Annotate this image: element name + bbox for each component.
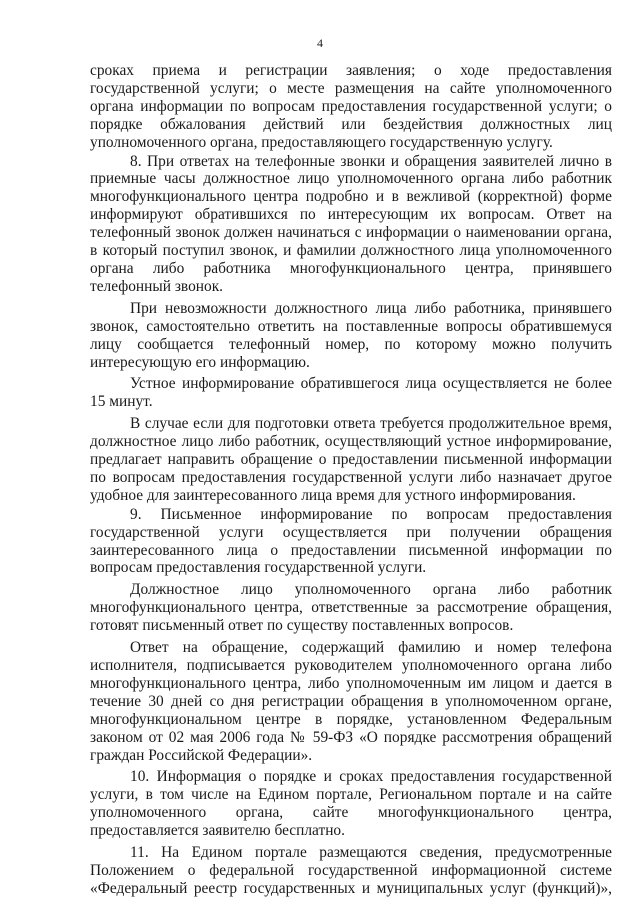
paragraph-item-8: 8. При ответах на телефонные звонки и обращения заявителей лично в приемные часы должностное лицо уполномоченного органа либо работник многофункционального центра подробно и в вежливой (корректной) форме информируют обратившихся по интересующим их вопросам. Ответ на телефонный звонок должен начинаться с информации о наименовании органа, в который поступил звонок, и фамилии должностного лица уполномоченного органа либо работника многофункционального центра, принявшего телефонный звонок. [90,152,612,295]
paragraph: Устное информирование обратившегося лица осуществляется не более 15 минут. [90,375,612,411]
paragraph: Должностное лицо уполномоченного органа либо работник многофункционального центра, ответственные за рассмотрение обращения, готовят письменный ответ по существу поставленных вопросов. [90,581,612,635]
paragraph-item-11: 11. На Едином портале размещаются сведения, предусмотренные Положением о федеральной государственной информационной системе «Федеральный реестр государственных и муниципальных услуг (функций)», [90,844,612,897]
page-number: 4 [317,36,323,50]
paragraph-item-10: 10. Информация о порядке и сроках предоставления государственной услуги, в том числе на Едином портале, Региональном портале и на сайте уполномоченного органа, сайте многофункционального центра, предоставляется заявителю бесплатно. [90,768,612,840]
paragraph-continuation: сроках приема и регистрации заявления; о ходе предоставления государственной услуги; о месте размещения на сайте уполномоченного органа информации по вопросам предоставления государственной услуги; о порядке обжалования действий или бездействия должностных лиц уполномоченного органа, предоставляющего государственную услугу. [90,62,612,151]
paragraph: В случае если для подготовки ответа требуется продолжительное время, должностное лицо либо работник, осуществляющий устное информирование, предлагает направить обращение о предоставлении письменной информации по вопросам предоставления государственной услуги либо назначает другое удобное для заинтересованного лица время для устного информирования. [90,415,612,504]
paragraph: При невозможности должностного лица либо работника, принявшего звонок, самостоятельно ответить на поставленные вопросы обратившемуся лицу сообщается телефонный номер, по которому можно получить интересующую его информацию. [90,299,612,371]
document-body [90,62,612,898]
paragraph-item-9: 9. Письменное информирование по вопросам предоставления государственной услуги осуществляется при получении обращения заинтересованного лица о предоставлении письменной информации по вопросам предоставления государственной услуги. [90,505,612,577]
paragraph: Ответ на обращение, содержащий фамилию и номер телефона исполнителя, подписывается руководителем уполномоченного органа либо многофункционального центра, либо уполномоченным им лицом и дается в течение 30 дней со дня регистрации обращения в уполномоченном органе, многофункциональном центре в порядке, установленном Федеральным законом от 02 мая 2006 года № 59-ФЗ «О порядке рассмотрения обращений граждан Российской Федерации». [90,639,612,764]
